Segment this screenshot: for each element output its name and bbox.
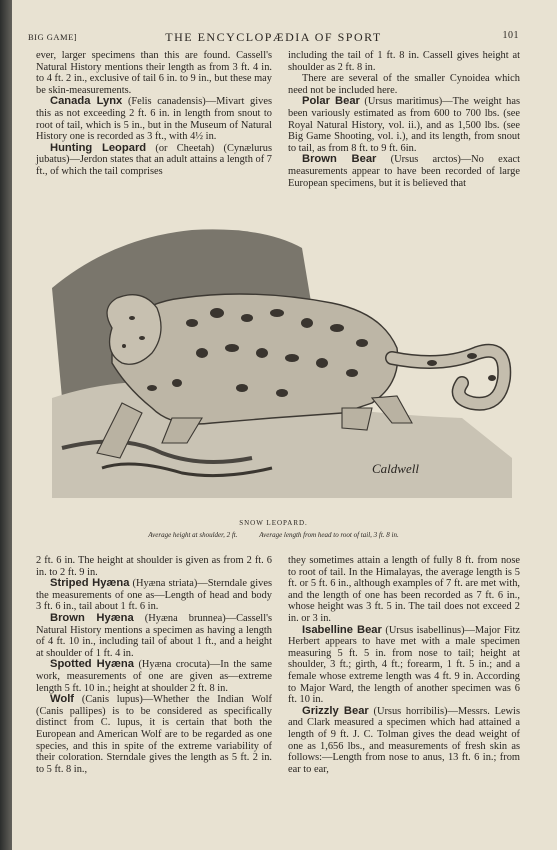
species-heading: Isabelline Bear [302, 623, 382, 636]
caption-title: SNOW LEOPARD. [239, 519, 308, 527]
paragraph [36, 50, 272, 96]
paragraph [36, 555, 272, 578]
paragraph-text: There are several of the smaller Cynoidea which need not be included here. [288, 73, 520, 96]
paragraph [288, 706, 520, 776]
paragraph [36, 578, 272, 613]
bottom-right-column [288, 555, 520, 775]
paragraph [288, 96, 520, 154]
species-heading: Wolf [50, 693, 75, 706]
paragraph-text: (Ursus maritimus)—The weight has been variously estimated as from 600 to 700 lbs. (see Royal Natural History, vol. ii.), and as 1,500 lbs. (see Big Game Shooting, vol. i.), and its length, from snout to tail, as from 8 ft. to 9 ft. 6in. [288, 96, 521, 154]
paragraph-text: ever, larger specimens than this are found. Cassell's Natural History mentions their length as from 3 ft. 4 in. to 4 ft. 2 in., exclusive of tail 6 in. to 9 in., but these may be skin-measurements. [36, 50, 272, 96]
snow-leopard-illustration [42, 218, 520, 514]
species-heading: Brown Bear [302, 153, 377, 166]
species-heading: Hunting Leopard [50, 141, 147, 154]
bottom-left-column [36, 555, 272, 775]
paragraph-text: 2 ft. 6 in. The height at shoulder is given as from 2 ft. 6 in. to 2 ft. 9 in. [36, 555, 272, 578]
paragraph-text: (Ursus isabellinus)—Major Fitz Herbert appears to have met with a male specimen measuring 5 ft. 5 in. from nose to tail; height at shoulder, 3 ft.; girth, 4 ft.; forearm, 1 ft. 5 in.; and a female whose extreme length was 4 ft. 9 in. According to Major Ward, the length of another specimen was 6 ft. 10 in. [288, 624, 520, 706]
paragraph [36, 613, 272, 659]
paragraph-text: (Ursus arctos)—No exact measurements appear to have been recorded of large European specimens, but it is believed that [288, 154, 520, 189]
caption-height: Average height at shoulder, 2 ft. [148, 531, 238, 539]
header-section: BIG GAME] [28, 32, 78, 42]
paragraph-text: (Ursus horribilis)—Messrs. Lewis and Clark measured a specimen which had attained a length of 9 ft. J. C. Tolman gives the dead weight of one as 1,656 lbs., and measurements of fresh skin as follows:—Length from nose to anus, 13 ft. 6 in.; from ear to ear, [288, 705, 520, 775]
caption-measurements [28, 531, 519, 539]
paragraph [36, 96, 272, 142]
paragraph [288, 625, 520, 706]
paragraph-text: (or Cheetah) (Cynælurus jubatus)—Jerdon states that an adult attains a length of 7 ft., of which the tail comprises [36, 142, 272, 177]
caption-length: Average length from head to root of tail, 3 ft. 8 in. [259, 531, 399, 539]
paragraph [288, 154, 520, 189]
paragraph [36, 143, 272, 178]
header-title: THE ENCYCLOPÆDIA OF SPORT [165, 30, 382, 44]
paragraph [288, 50, 520, 73]
species-heading: Striped Hyæna [50, 577, 130, 590]
paragraph-text: (Hyæna crocuta)—In the same work, measurements of one are given as—extreme length 5 ft. 10 in.; height at shoulder 2 ft. 8 in. [36, 659, 272, 694]
page-number: 101 [502, 30, 519, 41]
paragraph [288, 555, 520, 625]
paragraph-text: including the tail of 1 ft. 8 in. Cassell gives height at shoulder as 2 ft. 8 in. [288, 50, 520, 73]
paragraph-text: (Felis canadensis)—Mivart gives this as not exceeding 2 ft. 6 in. in length from snout to root of tail, which is 5 in., but in the Museum of Natural History one is recorded as 3 ft., with 4½ in. [36, 96, 272, 143]
paragraph [36, 694, 272, 775]
species-heading: Spotted Hyæna [50, 658, 134, 671]
species-heading: Canada Lynx [50, 95, 123, 108]
paragraph [36, 659, 272, 694]
paragraph-text: they sometimes attain a length of fully 8 ft. from nose to root of tail. In the Himalayas, the average length is 5 ft. or 5 ft. 6 in., although examples of 7 ft. are met with, and the length of one has been recorded as 7 ft. 6 in., whose height was 3 ft. 5 in. The tail does not exceed 2 in. or 3 in. [288, 555, 520, 624]
paragraph-text: (Hyæna brunnea)—Cassell's Natural History mentions a specimen as having a length of 4 ft. 10 in., including tail of about 1 ft., and a height at shoulder of 1 ft. 4 in. [36, 612, 273, 659]
paragraph [288, 73, 520, 96]
species-heading: Polar Bear [302, 95, 360, 108]
running-header [28, 30, 519, 46]
paragraph-text: (Hyæna striata)—Sterndale gives the measurements of one as—Length of head and body 3 ft. 6 in., tail about 1 ft. 6 in. [36, 578, 272, 613]
artist-signature: Caldwell [372, 461, 419, 476]
top-left-column [36, 50, 272, 178]
top-right-column [288, 50, 520, 189]
species-heading: Brown Hyæna [50, 611, 134, 624]
paragraph-text: (Canis lupus)—Whether the Indian Wolf (Canis pallipes) is to be considered as specifically distinct from C. lupus, it is certain that both the European and American Wolf are to be regarded as one species, and this in spite of the extreme variability of their coloration. Sterndale gives the length as 5 ft. 2 in. to 5 ft. 8 in., [36, 694, 272, 775]
species-heading: Grizzly Bear [302, 704, 369, 717]
